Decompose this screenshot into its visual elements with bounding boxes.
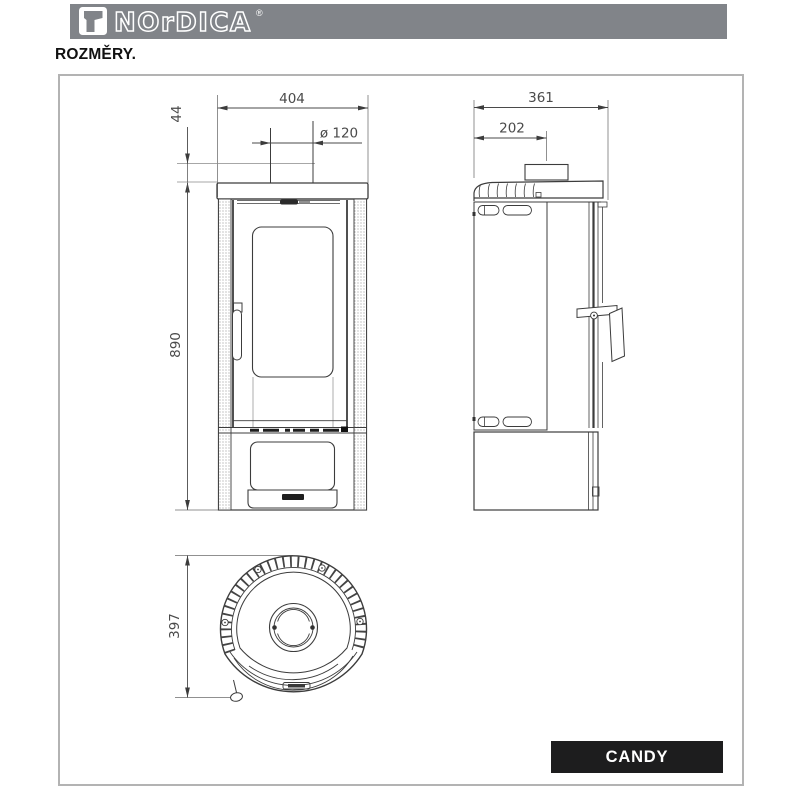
dim-flue-collar-height-label: 44 [169,105,185,123]
side-flue-stub [525,165,568,181]
dim-flue-offset-label: 202 [499,120,525,137]
top-view [167,556,367,703]
front-door-glass [253,227,334,377]
front-right-side-panel [354,199,367,510]
front-base-badge [282,494,304,500]
dim-front-width-label: 404 [279,91,305,107]
side-top-plate [474,181,603,201]
dim-front-height-label: 890 [168,332,184,358]
side-base [474,432,598,510]
front-left-side-panel [219,199,232,510]
front-top-plate [217,183,368,199]
model-label-box [551,741,723,773]
top-ribbed-band [226,562,361,652]
front-view [168,91,368,510]
front-vent-knob [280,200,298,205]
top-outer-shell [221,556,367,692]
side-panel [474,202,547,430]
top-door-handle [230,692,243,703]
side-view [473,90,625,510]
model-label: CANDY [605,747,669,766]
top-plate-edge [237,572,351,673]
dim-top-depth-label: 397 [167,613,183,639]
rear-bracket-flap [610,308,625,362]
logo-wordmark: NOrDICA [114,8,252,38]
front-base-panel [251,442,335,490]
door-handle [233,310,242,360]
registered-mark: ® [256,8,263,18]
section-title: ROZMĚRY. [55,46,137,63]
dim-side-depth-label: 361 [528,90,554,106]
dim-flue-diameter-label: ø 120 [319,125,359,142]
dimensions-drawing [58,74,744,786]
header-band [70,4,727,39]
nordica-logo [78,5,288,38]
